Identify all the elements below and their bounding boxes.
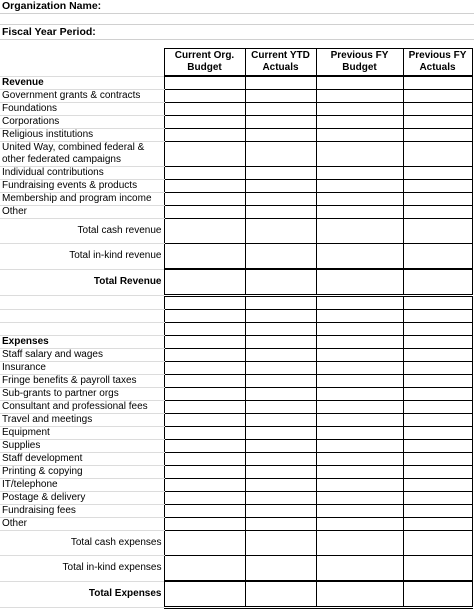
expenses-line-item (0, 427, 472, 440)
expenses-line-item-cell[interactable] (316, 375, 403, 388)
revenue-line-item-cell[interactable] (245, 129, 316, 142)
revenue-total-inkind-label: Total in-kind revenue (0, 244, 164, 270)
expenses-line-item-cell[interactable] (245, 362, 316, 375)
revenue-line-item-cell[interactable] (164, 206, 245, 219)
gridline (0, 13, 474, 14)
expenses-line-item-cell[interactable] (245, 388, 316, 401)
expenses-line-item (0, 466, 472, 479)
revenue-line-item (0, 193, 472, 206)
expenses-grand-total-label: Total Expenses (0, 581, 164, 608)
revenue-total-inkind-cell[interactable] (403, 244, 472, 270)
expenses-line-item-cell[interactable] (164, 492, 245, 505)
spacer-row (0, 310, 472, 323)
expenses-line-item (0, 479, 472, 492)
fiscal-year-label: Fiscal Year Period: (2, 26, 96, 38)
spacer-row-cell[interactable] (164, 310, 245, 323)
col-current-ytd-actuals: Current YTD Actuals (245, 49, 316, 77)
spacer-row-cell[interactable] (164, 323, 245, 336)
expenses-line-item-cell[interactable] (316, 362, 403, 375)
revenue-line-item-label: Government grants & contracts (0, 90, 164, 103)
expenses-line-item-cell[interactable] (164, 440, 245, 453)
expenses-line-item-cell[interactable] (245, 375, 316, 388)
expenses-line-item-label: Fringe benefits & payroll taxes (0, 375, 164, 388)
revenue-line-item-cell[interactable] (245, 103, 316, 116)
expenses-line-item-cell[interactable] (245, 505, 316, 518)
col-previous-fy-budget: Previous FY Budget (316, 49, 403, 77)
expenses-section-title-cell[interactable] (245, 336, 316, 349)
spacer-row-cell[interactable] (245, 323, 316, 336)
spacer-row-label (0, 296, 164, 310)
spacer-row-label (0, 310, 164, 323)
expenses-line-item-cell[interactable] (164, 362, 245, 375)
expenses-line-item-label: Insurance (0, 362, 164, 375)
expenses-line-item (0, 414, 472, 427)
expenses-line-item (0, 518, 472, 531)
revenue-line-item-cell[interactable] (403, 90, 472, 103)
revenue-line-item-cell[interactable] (245, 167, 316, 180)
spacer-row-cell[interactable] (403, 310, 472, 323)
revenue-total-cash-label: Total cash revenue (0, 219, 164, 244)
revenue-section-title-cell[interactable] (316, 76, 403, 90)
revenue-line-item-label: Other (0, 206, 164, 219)
revenue-grand-total-cell[interactable] (316, 269, 403, 296)
expenses-line-item-cell[interactable] (245, 492, 316, 505)
expenses-line-item-cell[interactable] (403, 453, 472, 466)
expenses-line-item-cell[interactable] (164, 414, 245, 427)
revenue-line-item-cell[interactable] (164, 180, 245, 193)
expenses-line-item-label: Printing & copying (0, 466, 164, 479)
expenses-line-item-cell[interactable] (316, 479, 403, 492)
revenue-line-item (0, 167, 472, 180)
revenue-line-item-cell[interactable] (316, 116, 403, 129)
col-current-org-budget: Current Org. Budget (164, 49, 245, 77)
expenses-total-inkind-cell[interactable] (316, 556, 403, 582)
revenue-line-item-cell[interactable] (164, 193, 245, 206)
expenses-line-item (0, 388, 472, 401)
budget-table (0, 48, 473, 609)
expenses-line-item (0, 453, 472, 466)
expenses-section-title-cell[interactable] (316, 336, 403, 349)
organization-name-row (0, 0, 474, 12)
revenue-line-item-cell[interactable] (316, 90, 403, 103)
revenue-line-item (0, 142, 472, 167)
expenses-total-inkind-cell[interactable] (164, 556, 245, 582)
revenue-total-inkind (0, 244, 472, 270)
revenue-line-item-cell[interactable] (403, 206, 472, 219)
revenue-total-cash-cell[interactable] (245, 219, 316, 244)
revenue-line-item-cell[interactable] (316, 180, 403, 193)
expenses-line-item-label: IT/telephone (0, 479, 164, 492)
spacer-row-cell[interactable] (403, 296, 472, 310)
expenses-line-item-label: Staff development (0, 453, 164, 466)
expenses-line-item-cell[interactable] (403, 505, 472, 518)
expenses-line-item-label: Other (0, 518, 164, 531)
expenses-section-title (0, 336, 472, 349)
revenue-line-item-cell[interactable] (164, 90, 245, 103)
expenses-line-item-label: Postage & delivery (0, 492, 164, 505)
revenue-line-item-cell[interactable] (245, 142, 316, 167)
revenue-line-item-cell[interactable] (316, 167, 403, 180)
expenses-line-item-cell[interactable] (245, 518, 316, 531)
expenses-line-item-label: Sub-grants to partner orgs (0, 388, 164, 401)
expenses-line-item-cell[interactable] (245, 440, 316, 453)
expenses-line-item (0, 401, 472, 414)
expenses-line-item-cell[interactable] (403, 479, 472, 492)
expenses-line-item-cell[interactable] (245, 414, 316, 427)
expenses-total-cash (0, 531, 472, 556)
spacer-row-label (0, 323, 164, 336)
expenses-line-item-cell[interactable] (164, 518, 245, 531)
revenue-line-item-cell[interactable] (403, 129, 472, 142)
revenue-grand-total-cell[interactable] (164, 269, 245, 296)
revenue-line-item-label: Corporations (0, 116, 164, 129)
revenue-total-cash-cell[interactable] (316, 219, 403, 244)
expenses-line-item (0, 505, 472, 518)
column-header-row (0, 49, 472, 77)
revenue-line-item-label: Membership and program income (0, 193, 164, 206)
expenses-line-item-cell[interactable] (316, 453, 403, 466)
revenue-section-title-cell[interactable] (245, 76, 316, 90)
col-previous-fy-actuals: Previous FY Actuals (403, 49, 472, 77)
spacer-row-cell[interactable] (316, 310, 403, 323)
expenses-line-item-cell[interactable] (403, 427, 472, 440)
revenue-line-item-cell[interactable] (316, 206, 403, 219)
expenses-line-item (0, 440, 472, 453)
revenue-line-item-cell[interactable] (164, 116, 245, 129)
revenue-line-item-cell[interactable] (403, 180, 472, 193)
revenue-line-item-cell[interactable] (316, 103, 403, 116)
spacer-row-cell[interactable] (316, 323, 403, 336)
expenses-line-item-cell[interactable] (316, 466, 403, 479)
revenue-grand-total (0, 269, 472, 296)
expenses-line-item-cell[interactable] (245, 479, 316, 492)
revenue-line-item (0, 116, 472, 129)
expenses-total-inkind-cell[interactable] (245, 556, 316, 582)
expenses-line-item-cell[interactable] (316, 388, 403, 401)
revenue-line-item (0, 90, 472, 103)
revenue-grand-total-cell[interactable] (403, 269, 472, 296)
revenue-line-item (0, 206, 472, 219)
expenses-total-inkind (0, 556, 472, 582)
expenses-line-item-cell[interactable] (403, 375, 472, 388)
expenses-line-item-cell[interactable] (164, 401, 245, 414)
revenue-line-item-cell[interactable] (316, 142, 403, 167)
expenses-line-item-cell[interactable] (164, 479, 245, 492)
expenses-line-item-cell[interactable] (316, 492, 403, 505)
revenue-line-item-cell[interactable] (245, 193, 316, 206)
expenses-line-item-cell[interactable] (316, 518, 403, 531)
expenses-line-item-label: Consultant and professional fees (0, 401, 164, 414)
revenue-section-title-cell[interactable] (164, 76, 245, 90)
budget-table-body (0, 76, 472, 608)
revenue-line-item-cell[interactable] (164, 167, 245, 180)
revenue-line-item (0, 180, 472, 193)
revenue-line-item (0, 103, 472, 116)
revenue-grand-total-cell[interactable] (245, 269, 316, 296)
revenue-grand-total-label: Total Revenue (0, 269, 164, 296)
fiscal-year-row (0, 26, 474, 38)
expenses-line-item-cell[interactable] (316, 427, 403, 440)
expenses-line-item-cell[interactable] (403, 466, 472, 479)
expenses-line-item-label: Supplies (0, 440, 164, 453)
revenue-line-item-cell[interactable] (403, 167, 472, 180)
expenses-line-item-cell[interactable] (316, 505, 403, 518)
expenses-line-item-label: Travel and meetings (0, 414, 164, 427)
expenses-line-item (0, 362, 472, 375)
organization-name-label: Organization Name: (2, 0, 102, 12)
expenses-line-item-cell[interactable] (164, 466, 245, 479)
expenses-line-item-cell[interactable] (403, 492, 472, 505)
expenses-line-item-cell[interactable] (164, 388, 245, 401)
expenses-line-item-cell[interactable] (164, 349, 245, 362)
revenue-line-item-label: United Way, combined federal & other federated campaigns (0, 142, 164, 167)
expenses-line-item-cell[interactable] (316, 349, 403, 362)
expenses-line-item-cell[interactable] (245, 401, 316, 414)
revenue-total-cash-cell[interactable] (164, 219, 245, 244)
expenses-line-item-cell[interactable] (164, 375, 245, 388)
expenses-total-cash-cell[interactable] (403, 531, 472, 556)
revenue-total-cash (0, 219, 472, 244)
spacer-row-cell[interactable] (403, 323, 472, 336)
header-blank-cell (0, 49, 164, 77)
revenue-line-item-cell[interactable] (245, 116, 316, 129)
spacer-row (0, 323, 472, 336)
expenses-line-item-cell[interactable] (403, 362, 472, 375)
expenses-line-item (0, 375, 472, 388)
spacer-row-cell[interactable] (245, 310, 316, 323)
revenue-line-item (0, 129, 472, 142)
expenses-section-title-cell[interactable] (403, 336, 472, 349)
expenses-line-item (0, 349, 472, 362)
expenses-line-item-label: Equipment (0, 427, 164, 440)
expenses-line-item-cell[interactable] (403, 518, 472, 531)
gridline (0, 24, 474, 25)
expenses-total-cash-cell[interactable] (245, 531, 316, 556)
expenses-line-item-cell[interactable] (164, 453, 245, 466)
revenue-line-item-label: Religious institutions (0, 129, 164, 142)
revenue-line-item-cell[interactable] (245, 90, 316, 103)
expenses-line-item-cell[interactable] (403, 349, 472, 362)
revenue-section-title-label: Revenue (0, 76, 164, 90)
revenue-section-title-cell[interactable] (403, 76, 472, 90)
revenue-line-item-label: Foundations (0, 103, 164, 116)
expenses-line-item-cell[interactable] (245, 466, 316, 479)
expenses-line-item-cell[interactable] (403, 401, 472, 414)
expenses-section-title-label: Expenses (0, 336, 164, 349)
expenses-line-item-cell[interactable] (245, 349, 316, 362)
expenses-line-item-cell[interactable] (164, 505, 245, 518)
gridline (0, 39, 474, 40)
expenses-total-inkind-label: Total in-kind expenses (0, 556, 164, 582)
expenses-line-item-cell[interactable] (316, 414, 403, 427)
expenses-line-item-cell[interactable] (403, 414, 472, 427)
revenue-line-item-cell[interactable] (403, 103, 472, 116)
expenses-total-cash-cell[interactable] (316, 531, 403, 556)
expenses-line-item-cell[interactable] (245, 453, 316, 466)
expenses-line-item-label: Staff salary and wages (0, 349, 164, 362)
spacer-row-cell[interactable] (164, 296, 245, 310)
revenue-line-item-cell[interactable] (164, 103, 245, 116)
expenses-line-item-cell[interactable] (403, 440, 472, 453)
expenses-line-item-label: Fundraising fees (0, 505, 164, 518)
expenses-line-item-cell[interactable] (403, 388, 472, 401)
spacer-row-cell[interactable] (316, 296, 403, 310)
revenue-total-inkind-cell[interactable] (245, 244, 316, 270)
spacer-row (0, 296, 472, 310)
revenue-line-item-cell[interactable] (403, 142, 472, 167)
revenue-line-item-cell[interactable] (164, 142, 245, 167)
revenue-line-item-cell[interactable] (245, 206, 316, 219)
revenue-line-item-cell[interactable] (316, 129, 403, 142)
expenses-total-cash-label: Total cash expenses (0, 531, 164, 556)
spacer-row-cell[interactable] (245, 296, 316, 310)
revenue-line-item-cell[interactable] (403, 116, 472, 129)
expenses-line-item-cell[interactable] (164, 427, 245, 440)
revenue-line-item-cell[interactable] (316, 193, 403, 206)
revenue-line-item-label: Fundraising events & products (0, 180, 164, 193)
revenue-total-inkind-cell[interactable] (164, 244, 245, 270)
expenses-total-inkind-cell[interactable] (403, 556, 472, 582)
revenue-total-inkind-cell[interactable] (316, 244, 403, 270)
revenue-section-title (0, 76, 472, 90)
expenses-line-item-cell[interactable] (245, 427, 316, 440)
expenses-section-title-cell[interactable] (164, 336, 245, 349)
revenue-total-cash-cell[interactable] (403, 219, 472, 244)
revenue-line-item-cell[interactable] (403, 193, 472, 206)
expenses-total-cash-cell[interactable] (164, 531, 245, 556)
revenue-line-item-label: Individual contributions (0, 167, 164, 180)
revenue-line-item-cell[interactable] (164, 129, 245, 142)
expenses-line-item (0, 492, 472, 505)
revenue-line-item-cell[interactable] (245, 180, 316, 193)
expenses-line-item-cell[interactable] (316, 440, 403, 453)
expenses-line-item-cell[interactable] (316, 401, 403, 414)
